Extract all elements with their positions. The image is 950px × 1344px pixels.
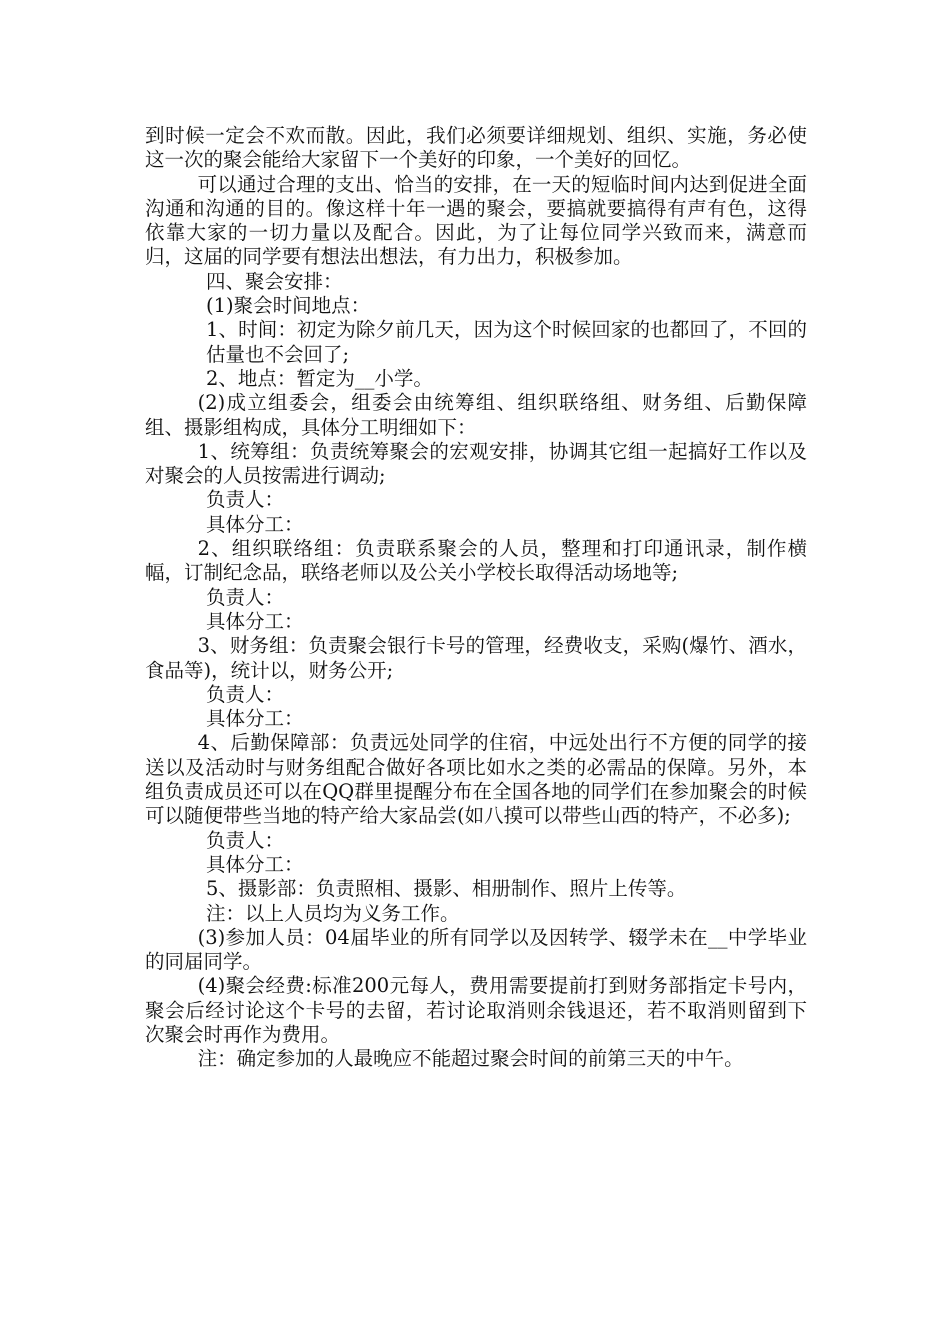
field-label: 具体分工：	[206, 707, 304, 731]
list-item: 1、时间：初定为除夕前几天，因为这个时候回家的也都回了，不回的估量也不会回了;	[206, 318, 807, 366]
paragraph: (4)聚会经费:标准200元每人，费用需要提前打到财务部指定卡号内，聚会后经讨论这个卡号的去留，若讨论取消则余钱退还，若不取消则留到下次聚会时再作为费用。	[145, 974, 807, 1046]
field-label: 具体分工：	[206, 609, 304, 633]
paragraph: 到时候一定会不欢而散。因此，我们必须要详细规划、组织、实施，务必使这一次的聚会能给大家留下一个美好的印象，一个美好的回忆。	[145, 124, 807, 172]
field-label: 具体分工：	[206, 512, 304, 536]
field-label: 负责人：	[206, 828, 285, 852]
list-item: 2、地点：暂定为__小学。	[206, 366, 433, 390]
list-item: 5、摄影部：负责照相、摄影、相册制作、照片上传等。	[206, 877, 687, 901]
document-body	[145, 124, 807, 1072]
field-label: 负责人：	[206, 585, 285, 609]
section-heading: 四、聚会安排：	[206, 269, 343, 293]
field-label: 具体分工：	[206, 852, 304, 876]
paragraph: (2)成立组委会，组委会由统筹组、组织联络组、财务组、后勤保障组、摄影组构成，具体分工明细如下：	[145, 391, 807, 439]
list-item: 2、组织联络组：负责联系聚会的人员，整理和打印通讯录，制作横幅，订制纪念品，联络老师以及公关小学校长取得活动场地等;	[145, 537, 807, 585]
field-label: 负责人：	[206, 488, 285, 512]
list-item: 3、财务组：负责聚会银行卡号的管理，经费收支，采购(爆竹、酒水，食品等)，统计以，财务公开;	[145, 634, 807, 682]
note: 注：确定参加的人最晚应不能超过聚会时间的前第三天的中午。	[197, 1047, 744, 1071]
subsection-heading: (1)聚会时间地点：	[206, 294, 371, 318]
list-item: 1、统筹组：负责统筹聚会的宏观安排，协调其它组一起搞好工作以及对聚会的人员按需进行调动;	[145, 439, 807, 488]
paragraph: 可以通过合理的支出、恰当的安排，在一天的短临时间内达到促进全面沟通和沟通的目的。像这样十年一遇的聚会，要搞就要搞得有声有色，这得依靠大家的一切力量以及配合。因此，为了让每位同学兴致而来，满意而归，这届的同学要有想法出想法，有力出力，积极参加。	[145, 172, 807, 269]
field-label: 负责人：	[206, 682, 285, 706]
note: 注：以上人员均为义务工作。	[206, 901, 460, 925]
list-item: 4、后勤保障部：负责远处同学的住宿，中远处出行不方便的同学的接送以及活动时与财务组配合做好各项比如水之类的必需品的保障。另外，本组负责成员还可以在QQ群里提醒分布在全国各地的同学们在参加聚会的时候可以随便带些当地的特产给大家品尝(如八摸可以带些山西的特产，不必多);	[145, 731, 807, 828]
paragraph: (3)参加人员：04届毕业的所有同学以及因转学、辍学未在__中学毕业的同届同学。	[145, 925, 807, 974]
